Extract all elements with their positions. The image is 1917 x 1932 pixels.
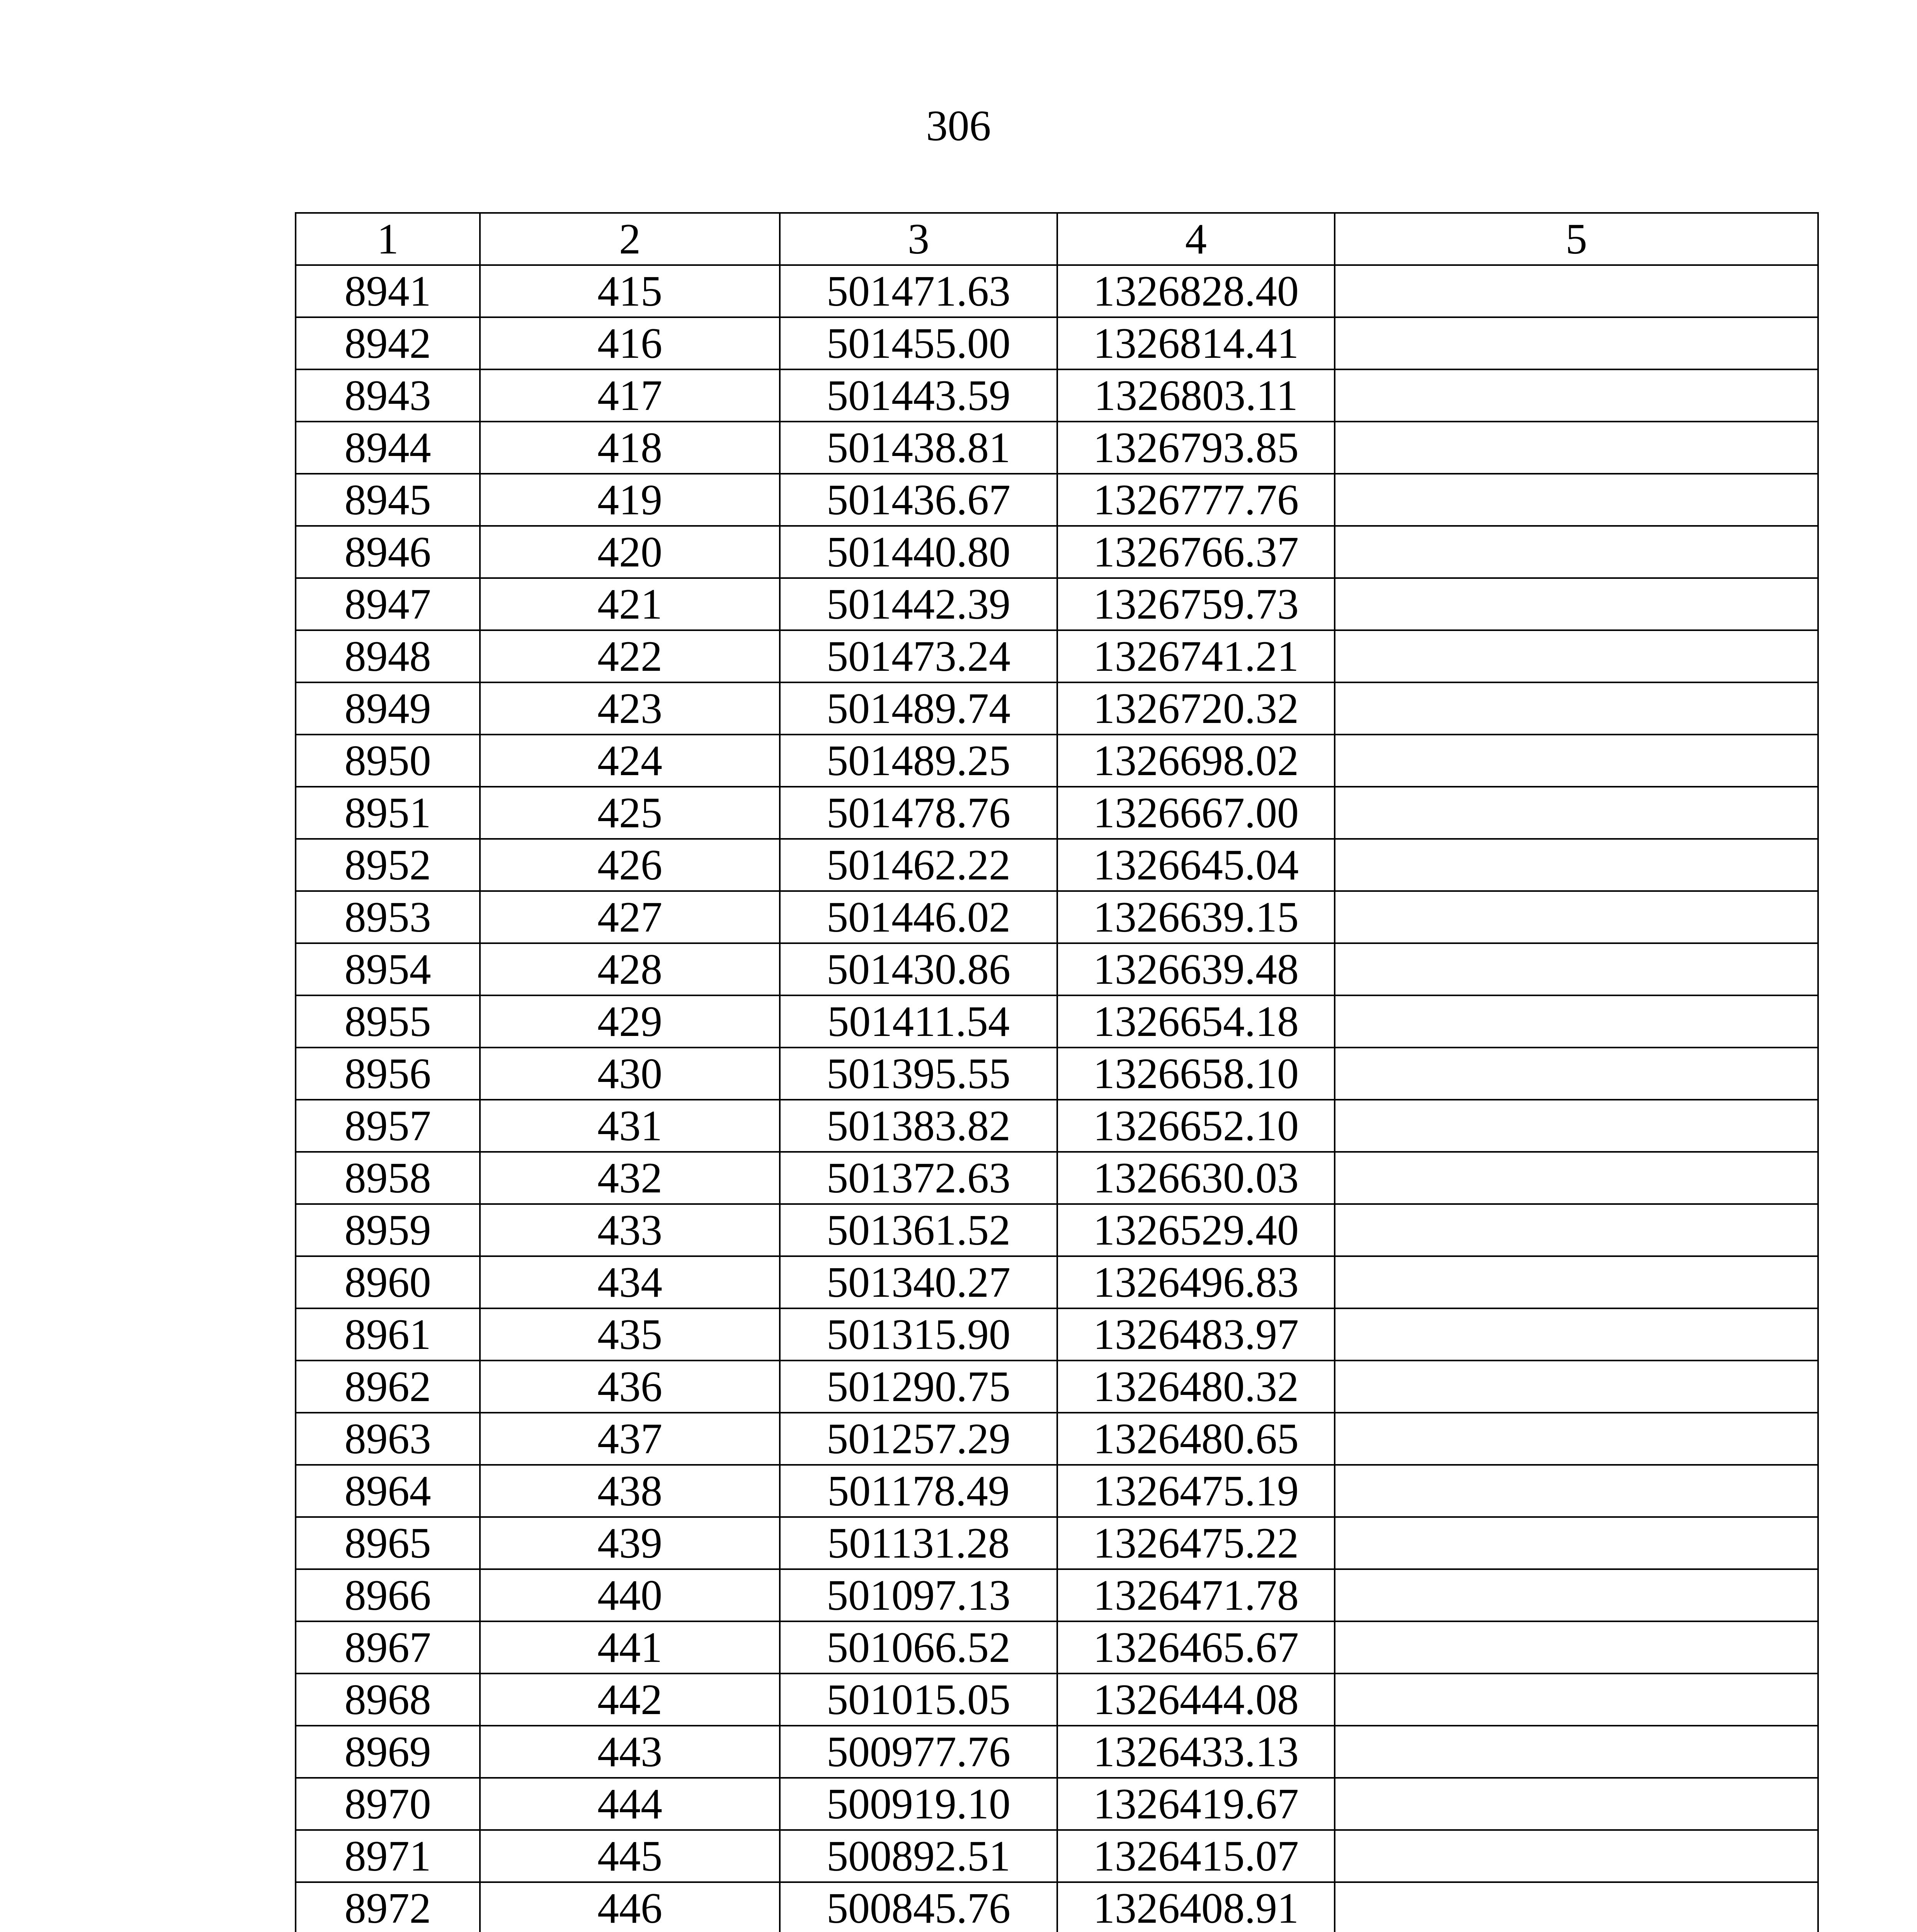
table-row: [296, 265, 1818, 317]
cell-note: [1335, 526, 1818, 578]
cell-coordinate-y: 1326475.22: [1057, 1517, 1335, 1569]
table-row: [296, 474, 1818, 526]
cell-coordinate-y: 1326741.21: [1057, 630, 1335, 682]
cell-vertex-number: 428: [480, 943, 780, 995]
cell-vertex-number: 436: [480, 1361, 780, 1413]
table-row: [296, 995, 1818, 1048]
cell-point-number: 8965: [296, 1517, 480, 1569]
table-row: [296, 1204, 1818, 1256]
cell-coordinate-y: 1326793.85: [1057, 422, 1335, 474]
cell-point-number: 8969: [296, 1726, 480, 1778]
cell-coordinate-x: 501315.90: [780, 1308, 1057, 1361]
table-row: [296, 1152, 1818, 1204]
cell-coordinate-x: 501436.67: [780, 474, 1057, 526]
cell-vertex-number: 445: [480, 1830, 780, 1882]
cell-coordinate-x: 501066.52: [780, 1621, 1057, 1673]
cell-note: [1335, 735, 1818, 787]
cell-note: [1335, 1100, 1818, 1152]
cell-coordinate-y: 1326803.11: [1057, 369, 1335, 422]
cell-coordinate-y: 1326645.04: [1057, 839, 1335, 891]
cell-coordinate-x: 501097.13: [780, 1569, 1057, 1621]
cell-coordinate-y: 1326814.41: [1057, 317, 1335, 369]
cell-vertex-number: 421: [480, 578, 780, 630]
cell-note: [1335, 682, 1818, 735]
table-header-row: [296, 213, 1818, 265]
cell-coordinate-y: 1326698.02: [1057, 735, 1335, 787]
cell-coordinate-x: 501471.63: [780, 265, 1057, 317]
column-header-4: 4: [1057, 213, 1335, 265]
column-header-5: 5: [1335, 213, 1818, 265]
cell-coordinate-x: 501361.52: [780, 1204, 1057, 1256]
cell-coordinate-x: 501489.74: [780, 682, 1057, 735]
cell-note: [1335, 1048, 1818, 1100]
cell-coordinate-y: 1326720.32: [1057, 682, 1335, 735]
cell-note: [1335, 1256, 1818, 1308]
table-row: [296, 1621, 1818, 1673]
cell-coordinate-y: 1326777.76: [1057, 474, 1335, 526]
cell-vertex-number: 427: [480, 891, 780, 943]
cell-vertex-number: 430: [480, 1048, 780, 1100]
cell-coordinate-x: 501257.29: [780, 1413, 1057, 1465]
cell-point-number: 8967: [296, 1621, 480, 1673]
cell-coordinate-x: 501473.24: [780, 630, 1057, 682]
column-header-1: 1: [296, 213, 480, 265]
cell-vertex-number: 418: [480, 422, 780, 474]
cell-vertex-number: 417: [480, 369, 780, 422]
cell-coordinate-x: 501489.25: [780, 735, 1057, 787]
cell-coordinate-x: 501015.05: [780, 1673, 1057, 1726]
cell-note: [1335, 630, 1818, 682]
table-row: [296, 1569, 1818, 1621]
cell-coordinate-x: 500919.10: [780, 1778, 1057, 1830]
cell-point-number: 8972: [296, 1882, 480, 1932]
cell-note: [1335, 1361, 1818, 1413]
cell-coordinate-x: 501290.75: [780, 1361, 1057, 1413]
cell-coordinate-x: 501455.00: [780, 317, 1057, 369]
cell-vertex-number: 435: [480, 1308, 780, 1361]
cell-point-number: 8957: [296, 1100, 480, 1152]
cell-point-number: 8956: [296, 1048, 480, 1100]
table-row: [296, 1413, 1818, 1465]
cell-coordinate-y: 1326444.08: [1057, 1673, 1335, 1726]
cell-coordinate-x: 501440.80: [780, 526, 1057, 578]
cell-coordinate-x: 501395.55: [780, 1048, 1057, 1100]
cell-note: [1335, 474, 1818, 526]
cell-coordinate-y: 1326667.00: [1057, 787, 1335, 839]
cell-coordinate-y: 1326658.10: [1057, 1048, 1335, 1100]
table-row: [296, 630, 1818, 682]
cell-coordinate-x: 501383.82: [780, 1100, 1057, 1152]
cell-vertex-number: 439: [480, 1517, 780, 1569]
cell-point-number: 8954: [296, 943, 480, 995]
cell-note: [1335, 1152, 1818, 1204]
cell-vertex-number: 419: [480, 474, 780, 526]
cell-coordinate-x: 501478.76: [780, 787, 1057, 839]
table-row: [296, 1726, 1818, 1778]
table-row: [296, 1100, 1818, 1152]
cell-note: [1335, 943, 1818, 995]
cell-note: [1335, 578, 1818, 630]
cell-note: [1335, 1882, 1818, 1932]
cell-note: [1335, 891, 1818, 943]
cell-note: [1335, 995, 1818, 1048]
cell-vertex-number: 443: [480, 1726, 780, 1778]
cell-vertex-number: 434: [480, 1256, 780, 1308]
cell-coordinate-y: 1326465.67: [1057, 1621, 1335, 1673]
column-header-3: 3: [780, 213, 1057, 265]
table-row: [296, 839, 1818, 891]
table-row: [296, 1517, 1818, 1569]
cell-point-number: 8944: [296, 422, 480, 474]
table-row: [296, 369, 1818, 422]
cell-coordinate-y: 1326419.67: [1057, 1778, 1335, 1830]
cell-coordinate-x: 501442.39: [780, 578, 1057, 630]
table-body: [296, 265, 1818, 1932]
table-row: [296, 891, 1818, 943]
cell-coordinate-y: 1326408.91: [1057, 1882, 1335, 1932]
cell-point-number: 8958: [296, 1152, 480, 1204]
cell-note: [1335, 1726, 1818, 1778]
cell-note: [1335, 369, 1818, 422]
cell-vertex-number: 423: [480, 682, 780, 735]
cell-vertex-number: 429: [480, 995, 780, 1048]
cell-coordinate-y: 1326639.15: [1057, 891, 1335, 943]
cell-coordinate-y: 1326475.19: [1057, 1465, 1335, 1517]
cell-point-number: 8962: [296, 1361, 480, 1413]
cell-vertex-number: 422: [480, 630, 780, 682]
table-row: [296, 1048, 1818, 1100]
cell-point-number: 8943: [296, 369, 480, 422]
cell-point-number: 8952: [296, 839, 480, 891]
cell-note: [1335, 1621, 1818, 1673]
cell-coordinate-x: 501430.86: [780, 943, 1057, 995]
cell-coordinate-x: 501446.02: [780, 891, 1057, 943]
cell-point-number: 8970: [296, 1778, 480, 1830]
cell-coordinate-y: 1326483.97: [1057, 1308, 1335, 1361]
cell-note: [1335, 265, 1818, 317]
table-row: [296, 1778, 1818, 1830]
cell-note: [1335, 1413, 1818, 1465]
cell-point-number: 8961: [296, 1308, 480, 1361]
cell-point-number: 8963: [296, 1413, 480, 1465]
cell-point-number: 8950: [296, 735, 480, 787]
table-row: [296, 1830, 1818, 1882]
cell-note: [1335, 1778, 1818, 1830]
cell-coordinate-y: 1326759.73: [1057, 578, 1335, 630]
table-row: [296, 422, 1818, 474]
cell-vertex-number: 425: [480, 787, 780, 839]
cell-coordinate-y: 1326480.32: [1057, 1361, 1335, 1413]
cell-vertex-number: 420: [480, 526, 780, 578]
cell-coordinate-y: 1326433.13: [1057, 1726, 1335, 1778]
cell-coordinate-x: 501131.28: [780, 1517, 1057, 1569]
cell-note: [1335, 1569, 1818, 1621]
cell-coordinate-x: 501178.49: [780, 1465, 1057, 1517]
cell-vertex-number: 441: [480, 1621, 780, 1673]
cell-point-number: 8955: [296, 995, 480, 1048]
page-number: 306: [926, 102, 991, 150]
cell-note: [1335, 1204, 1818, 1256]
cell-coordinate-x: 500845.76: [780, 1882, 1057, 1932]
cell-note: [1335, 1465, 1818, 1517]
cell-point-number: 8964: [296, 1465, 480, 1517]
cell-point-number: 8941: [296, 265, 480, 317]
cell-coordinate-x: 501438.81: [780, 422, 1057, 474]
cell-coordinate-y: 1326480.65: [1057, 1413, 1335, 1465]
table-row: [296, 317, 1818, 369]
cell-point-number: 8945: [296, 474, 480, 526]
cell-vertex-number: 438: [480, 1465, 780, 1517]
table-row: [296, 787, 1818, 839]
cell-coordinate-x: 501443.59: [780, 369, 1057, 422]
cell-coordinate-y: 1326828.40: [1057, 265, 1335, 317]
cell-note: [1335, 317, 1818, 369]
cell-point-number: 8971: [296, 1830, 480, 1882]
table-row: [296, 526, 1818, 578]
cell-point-number: 8951: [296, 787, 480, 839]
cell-coordinate-y: 1326766.37: [1057, 526, 1335, 578]
cell-coordinate-x: 501340.27: [780, 1256, 1057, 1308]
cell-vertex-number: 440: [480, 1569, 780, 1621]
table-row: [296, 1361, 1818, 1413]
table-row: [296, 943, 1818, 995]
cell-coordinate-x: 500977.76: [780, 1726, 1057, 1778]
cell-point-number: 8959: [296, 1204, 480, 1256]
table-row: [296, 1673, 1818, 1726]
table-row: [296, 1256, 1818, 1308]
cell-coordinate-y: 1326529.40: [1057, 1204, 1335, 1256]
cell-vertex-number: 415: [480, 265, 780, 317]
cell-vertex-number: 432: [480, 1152, 780, 1204]
cell-note: [1335, 422, 1818, 474]
cell-point-number: 8960: [296, 1256, 480, 1308]
cell-note: [1335, 1830, 1818, 1882]
cell-vertex-number: 416: [480, 317, 780, 369]
cell-point-number: 8946: [296, 526, 480, 578]
cell-note: [1335, 787, 1818, 839]
cell-coordinate-y: 1326471.78: [1057, 1569, 1335, 1621]
cell-vertex-number: 424: [480, 735, 780, 787]
table-row: [296, 735, 1818, 787]
cell-vertex-number: 426: [480, 839, 780, 891]
cell-point-number: 8942: [296, 317, 480, 369]
cell-note: [1335, 1517, 1818, 1569]
cell-vertex-number: 431: [480, 1100, 780, 1152]
cell-point-number: 8949: [296, 682, 480, 735]
cell-coordinate-x: 501462.22: [780, 839, 1057, 891]
cell-coordinate-y: 1326652.10: [1057, 1100, 1335, 1152]
cell-point-number: 8966: [296, 1569, 480, 1621]
cell-point-number: 8968: [296, 1673, 480, 1726]
coordinates-table: [295, 212, 1819, 1932]
cell-note: [1335, 1673, 1818, 1726]
cell-point-number: 8953: [296, 891, 480, 943]
cell-coordinate-y: 1326630.03: [1057, 1152, 1335, 1204]
table-row: [296, 1465, 1818, 1517]
cell-coordinate-y: 1326654.18: [1057, 995, 1335, 1048]
cell-vertex-number: 444: [480, 1778, 780, 1830]
cell-coordinate-x: 501372.63: [780, 1152, 1057, 1204]
cell-coordinate-x: 501411.54: [780, 995, 1057, 1048]
cell-vertex-number: 437: [480, 1413, 780, 1465]
cell-vertex-number: 446: [480, 1882, 780, 1932]
cell-vertex-number: 433: [480, 1204, 780, 1256]
table-row: [296, 682, 1818, 735]
cell-coordinate-x: 500892.51: [780, 1830, 1057, 1882]
cell-note: [1335, 1308, 1818, 1361]
table-row: [296, 1308, 1818, 1361]
table-row: [296, 1882, 1818, 1932]
table-row: [296, 578, 1818, 630]
cell-point-number: 8948: [296, 630, 480, 682]
cell-coordinate-y: 1326415.07: [1057, 1830, 1335, 1882]
cell-coordinate-y: 1326639.48: [1057, 943, 1335, 995]
column-header-2: 2: [480, 213, 780, 265]
cell-note: [1335, 839, 1818, 891]
cell-point-number: 8947: [296, 578, 480, 630]
cell-coordinate-y: 1326496.83: [1057, 1256, 1335, 1308]
cell-vertex-number: 442: [480, 1673, 780, 1726]
